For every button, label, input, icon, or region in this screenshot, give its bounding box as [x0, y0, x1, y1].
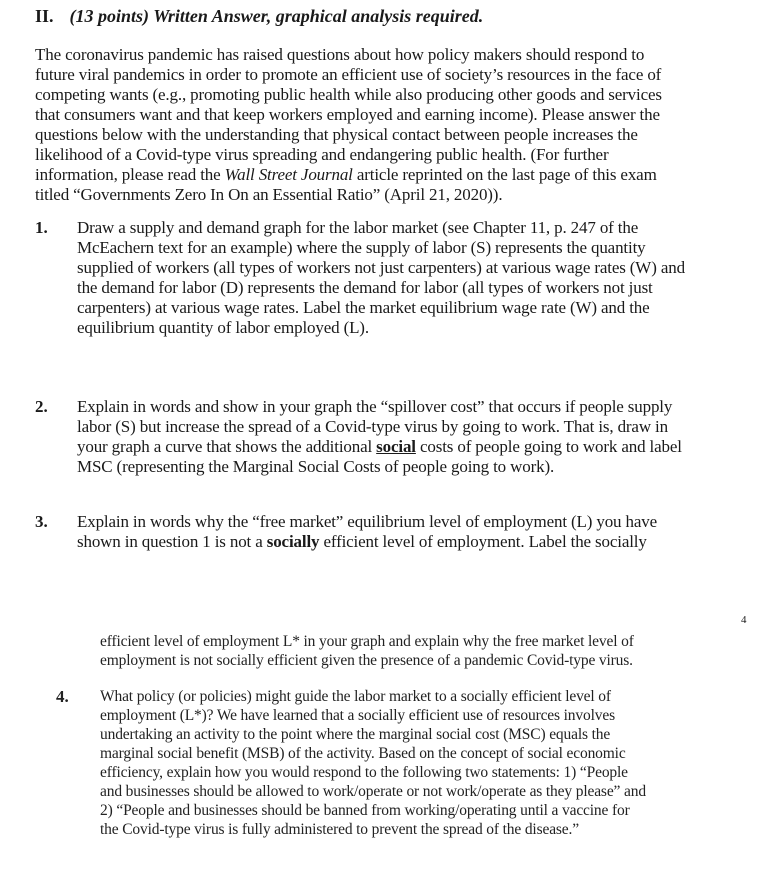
text: efficient level of employment. Label the socially [319, 532, 647, 551]
question-line: supplied of workers (all types of workers not just carpenters) at various wage rates (W) and [77, 258, 685, 277]
question-line: What policy (or policies) might guide the labor market to a socially efficient level of [100, 688, 611, 705]
text: shown in question 1 is not a [77, 532, 267, 551]
question-line: Explain in words and show in your graph the “spillover cost” that occurs if people supply [77, 397, 673, 416]
section-title: (13 points) Written Answer, graphical analysis required. [69, 6, 484, 26]
intro-line: likelihood of a Covid-type virus spreading and endangering public health. (For further [35, 145, 609, 164]
section-number: II. [35, 6, 54, 26]
question-line: employment (L*)? We have learned that a socially efficient use of resources involves [100, 707, 615, 724]
text: information, please read the [35, 165, 225, 184]
question-line: efficient level of employment L* in your graph and explain why the free market level of [100, 633, 634, 650]
question-line: the Covid-type virus is fully administered to prevent the spread of the disease.” [100, 821, 579, 838]
question-line: the demand for labor (D) represents the demand for labor (all types of workers not just [77, 278, 653, 297]
intro-line: The coronavirus pandemic has raised questions about how policy makers should respond to [35, 45, 645, 64]
text: costs of people going to work and label [415, 437, 682, 456]
question-line: MSC (representing the Marginal Social Costs of people going to work). [77, 457, 555, 476]
emphasis: socially [266, 532, 320, 551]
intro-line: future viral pandemics in order to promote an efficient use of society’s resources in the face of [35, 65, 662, 84]
intro-line: that consumers want and that keep workers employed and earning income). Please answer the [35, 105, 660, 124]
text: article reprinted on the last page of this exam [352, 165, 657, 184]
question-line: efficiency, explain how you would respond to the following two statements: 1) “People [100, 764, 628, 781]
question-line [77, 532, 647, 552]
intro-line: competing wants (e.g., promoting public health while also producing other goods and services [35, 85, 662, 104]
question-line [77, 437, 682, 457]
question-line: 2) “People and businesses should be banned from working/operating until a vaccine for [100, 802, 630, 819]
intro-line: questions below with the understanding that physical contact between people increases the [35, 125, 638, 144]
question-number: 4. [56, 687, 69, 706]
question-line: equilibrium quantity of labor employed (L). [77, 318, 369, 337]
publication-title: Wall Street Journal [224, 165, 353, 184]
page-number: 4 [741, 614, 747, 626]
section-header [35, 6, 483, 27]
question-number: 2. [35, 397, 48, 416]
question-line: Draw a supply and demand graph for the labor market (see Chapter 11, p. 247 of the [77, 218, 639, 237]
question-line: marginal social benefit (MSB) of the activity. Based on the concept of social economic [100, 745, 626, 762]
intro-line: titled “Governments Zero In On an Essential Ratio” (April 21, 2020)). [35, 185, 503, 204]
question-line: Explain in words why the “free market” equilibrium level of employment (L) you have [77, 512, 658, 531]
question-line: and businesses should be allowed to work/operate or not work/operate as they please” and [100, 783, 646, 800]
question-line: employment is not socially efficient given the presence of a pandemic Covid-type virus. [100, 652, 633, 669]
question-line: labor (S) but increase the spread of a Covid-type virus by going to work. That is, draw in [77, 417, 668, 436]
question-line: carpenters) at various wage rates. Label the market equilibrium wage rate (W) and the [77, 298, 650, 317]
text: your graph a curve that shows the additional [77, 437, 377, 456]
question-line: McEachern text for an example) where the supply of labor (S) represents the quantity [77, 238, 646, 257]
question-number: 3. [35, 512, 48, 531]
emphasis: social [376, 437, 416, 456]
question-line: undertaking an activity to the point where the marginal social cost (MSC) equals the [100, 726, 611, 743]
question-number: 1. [35, 218, 48, 237]
intro-line [35, 165, 657, 185]
